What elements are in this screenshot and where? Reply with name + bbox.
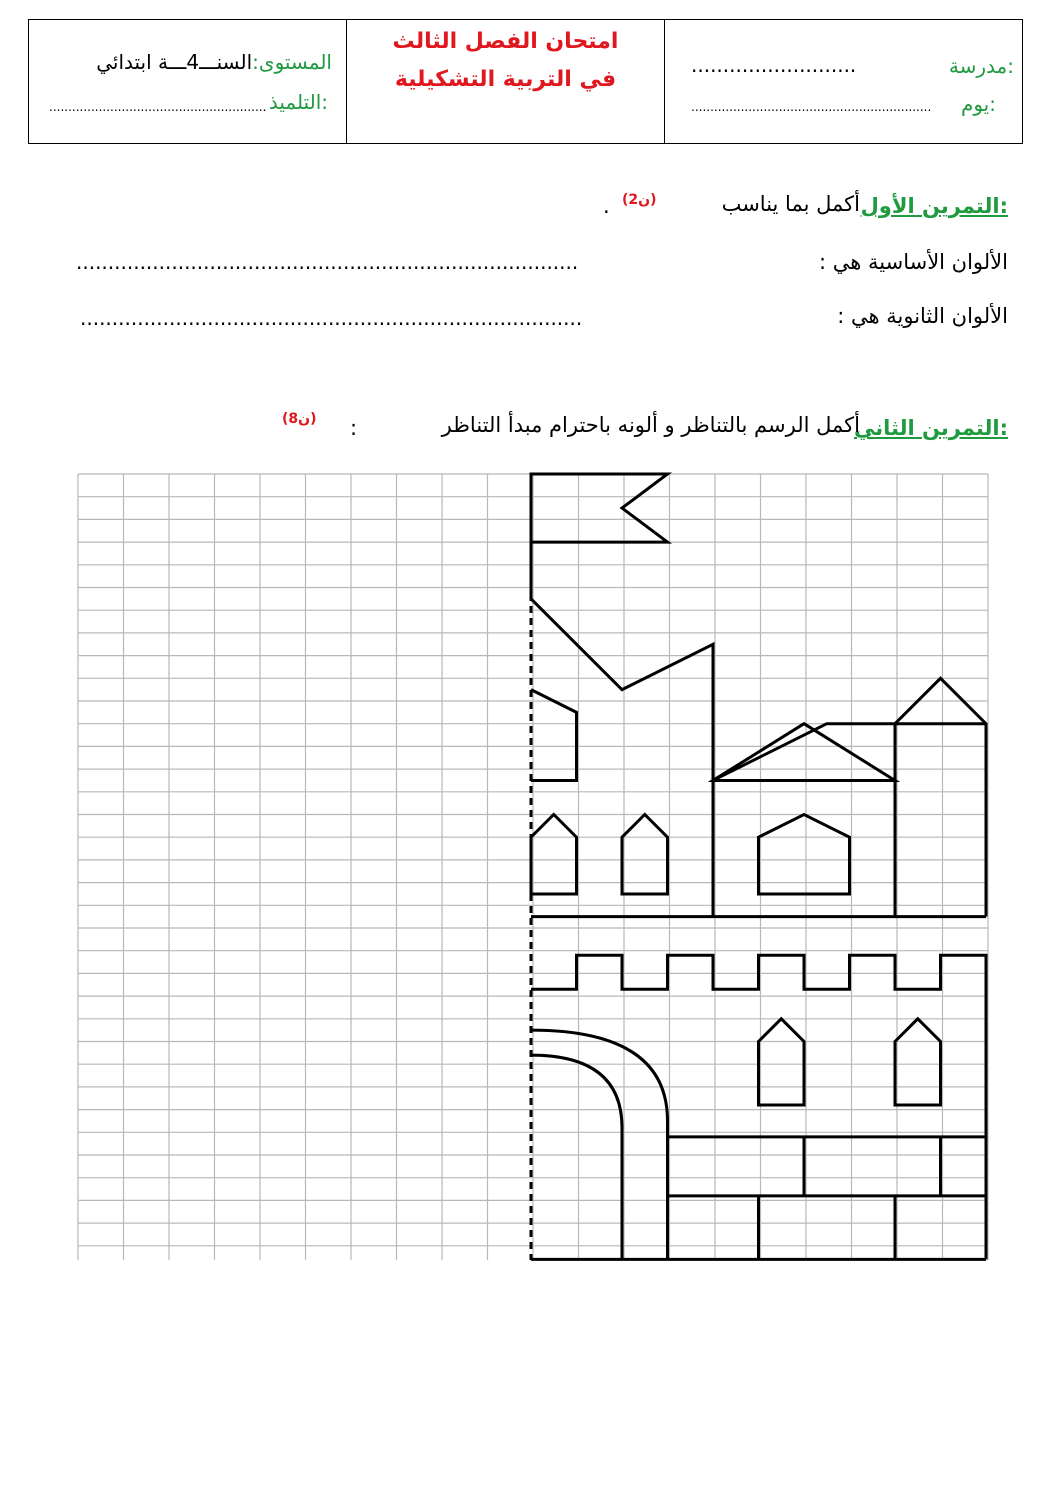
- school-dots[interactable]: ..........................: [691, 53, 857, 77]
- exercise1-period: .: [603, 194, 610, 218]
- primary-colors-text: الألوان الأساسية هي :: [819, 250, 1008, 274]
- exam-title-line1: امتحان الفصل الثالث: [392, 29, 619, 54]
- exercise2-label: التمرين الثاني:: [854, 416, 1008, 440]
- door-arch-inner: [531, 1055, 622, 1259]
- flag-shape: [531, 474, 668, 542]
- primary-colors-answer-dots[interactable]: ...............................................................................: [76, 250, 579, 274]
- exercise2-instruction: أكمل الرسم بالتناظر و ألونه باحترام مبدأ التناظر: [441, 413, 860, 437]
- student-label: التلميذ:: [268, 90, 328, 114]
- secondary-colors-answer-dots[interactable]: ...............................................................................: [80, 306, 583, 330]
- student-dots[interactable]: .........................................................: [49, 100, 267, 114]
- day-dots[interactable]: ...............................................................: [691, 100, 932, 114]
- level-value: السنـــ4ـــة ابتدائي: [96, 50, 253, 74]
- school-label: مدرسة:: [948, 54, 1014, 78]
- gable-roof: [713, 724, 895, 781]
- grid-lines: [78, 474, 988, 1260]
- day-label: يوم:: [960, 92, 996, 116]
- exercise2-colon: :: [350, 416, 358, 440]
- secondary-colors-text: الألوان الثانوية هي :: [837, 304, 1008, 328]
- exercise1-instruction: أكمل بما يناسب: [721, 192, 860, 216]
- exercise1-score: (2ن): [622, 192, 657, 208]
- lower-window-1: [759, 1019, 805, 1105]
- lower-window-2: [895, 1019, 941, 1105]
- gable-roof-hidden: [713, 724, 895, 781]
- side-wall-piece: [531, 690, 577, 781]
- exam-title-line2: في التربية التشكيلية: [394, 67, 617, 92]
- castle-half-drawing: [531, 474, 986, 1259]
- tower-right: [895, 678, 986, 916]
- exercise2-score: (8ن): [282, 411, 317, 427]
- exercise1-label: التمرين الأول:: [860, 194, 1008, 218]
- level-label: المستوى:: [252, 50, 332, 74]
